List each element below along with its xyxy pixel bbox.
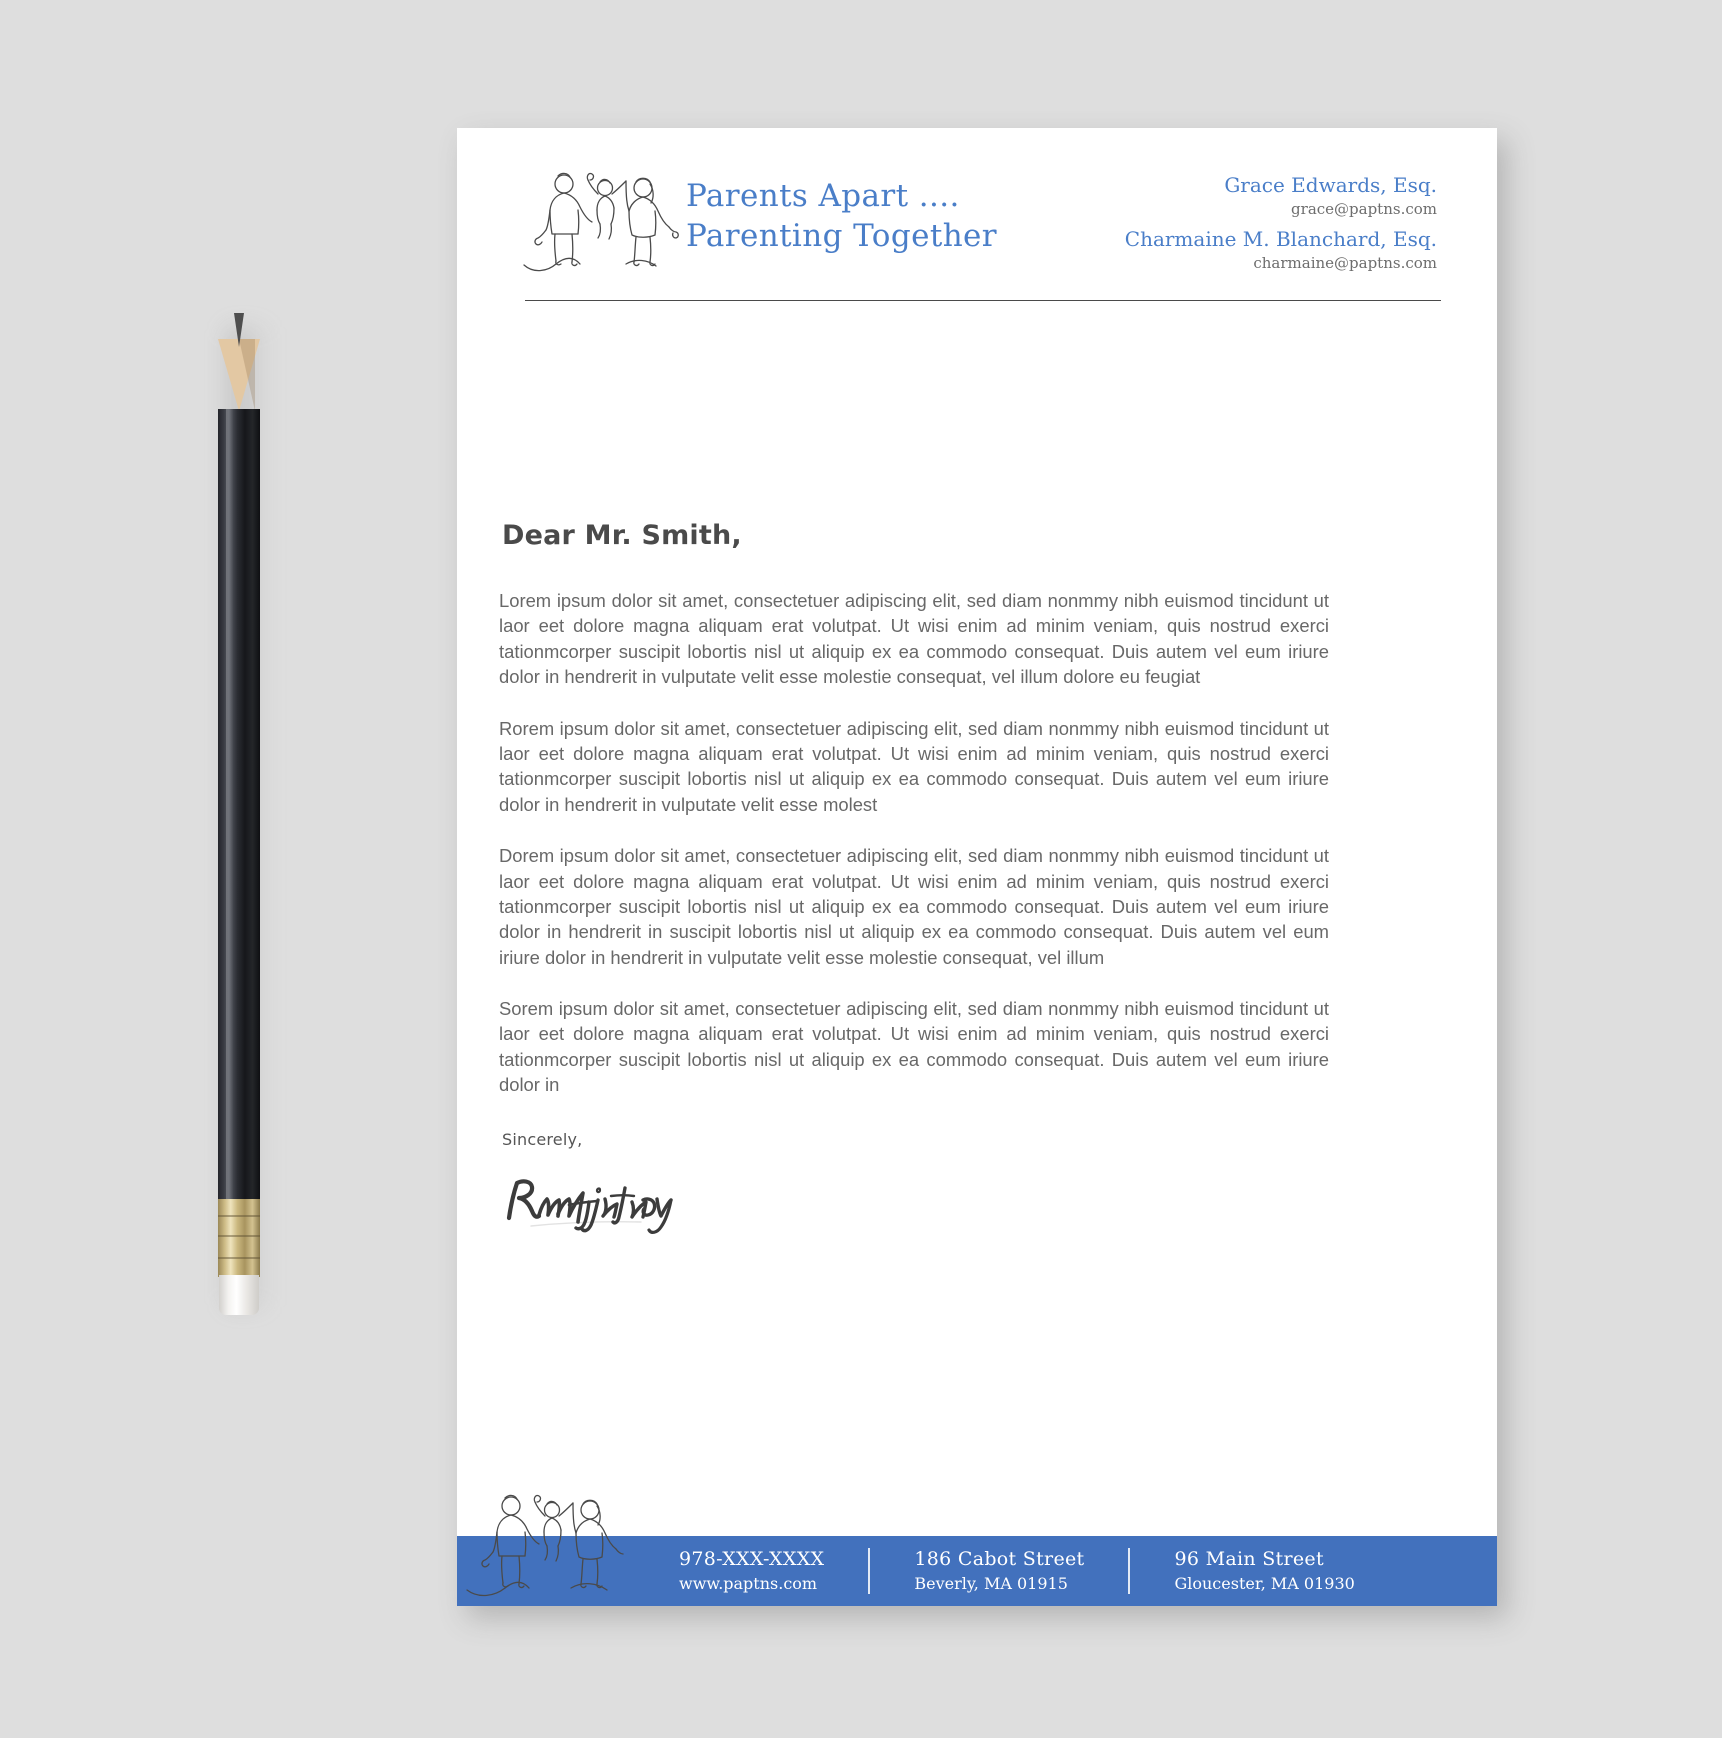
footer-website[interactable]: www.paptns.com [679,1574,818,1594]
family-line-art-icon [465,1478,625,1606]
pencil-barrel-highlight [226,409,233,1199]
footer-columns [635,1546,1399,1596]
footer-address-city: Gloucester, MA 01930 [1174,1574,1355,1594]
handwritten-signature-icon [501,1166,721,1236]
attorney-email-2[interactable]: charmaine@paptns.com [1253,253,1437,272]
brand-name-line2: Parenting Together [686,218,998,254]
footer-address-city: Beverly, MA 01915 [914,1574,1068,1594]
attorney-email-1[interactable]: grace@paptns.com [1291,200,1437,218]
pencil-ferrule [218,1199,260,1277]
body-paragraph: Rorem ipsum dolor sit amet, consectetuer adipiscing elit, sed diam nonmmy nibh euismod tincidunt ut laor eet dolore magna aliquam erat volutpat. Ut wisi enim ad minim veniam, quis nostrud exerci tationmcorper suscipit lobortis nisl ut aliquip ex ea commodo consequat. Duis autem vel eum iriure dolor in hendrerit in vulputate velit esse molest [499,717,1329,815]
salutation: Dear Mr. Smith, [502,520,742,551]
attorney-name-2: Charmaine M. Blanchard, Esq. [1124,226,1437,251]
brand-name-line1: Parents Apart .... [686,178,960,215]
footer-address-column-beverly [870,1546,1128,1596]
footer-address-street: 96 Main Street [1174,1548,1324,1571]
header-divider [525,300,1441,301]
body-paragraph: Sorem ipsum dolor sit amet, consectetuer adipiscing elit, sed diam nonmmy nibh euismod tincidunt ut laor eet dolore magna aliquam erat volutpat. Ut wisi enim ad minim veniam, quis nostrud exerci tationmcorper suscipit lobortis nisl ut aliquip ex ea commodo consequat. Duis autem vel eum iriure dolor in [499,998,1329,1096]
family-line-art-icon [522,158,682,276]
body-paragraph: Lorem ipsum dolor sit amet, consectetuer adipiscing elit, sed diam nonmmy nibh euismod tincidunt ut laor eet dolore magna aliquam erat volutpat. Ut wisi enim ad minim veniam, quis nostrud exerci tationmcorper suscipit lobortis nisl ut aliquip ex ea commodo consequat. Duis autem vel eum iriure dolor in hendrerit in vulputate velit esse molestie consequat, vel illum dolore eu feugiat [499,590,1329,688]
pencil-wood-shadow [239,339,255,411]
contact-block [1125,172,1437,279]
footer-phone[interactable]: 978-XXX-XXXX [679,1548,825,1571]
closing-text: Sincerely, [502,1130,583,1149]
pencil-prop [213,313,265,1303]
attorney-name-1: Grace Edwards, Esq. [1224,173,1437,197]
pencil-barrel [218,409,260,1199]
brand-lockup [522,158,997,276]
pencil-graphite-tip [234,313,244,347]
letter-body [499,588,1329,1124]
footer-contact-column [635,1546,868,1596]
letterhead-page [457,128,1497,1606]
body-paragraph: Dorem ipsum dolor sit amet, consectetuer adipiscing elit, sed diam nonmmy nibh euismod tincidunt ut laor eet dolore magna aliquam erat volutpat. Ut wisi enim ad minim veniam, quis nostrud exerci tationmcorper suscipit lobortis nisl ut aliquip ex ea commodo consequat. Duis autem vel eum iriure dolor in hendrerit in suscipit lobortis nisl ut aliquip ex ea commodo consequat. Duis autem vel eum iriure dolor in hendrerit in vulputate velit esse molestie consequat, vel illum [499,845,1329,968]
brand-name [686,177,997,256]
ferrule-ring [218,1215,260,1217]
ferrule-ring [218,1257,260,1259]
footer-address-street: 186 Cabot Street [914,1548,1085,1571]
ferrule-ring [218,1235,260,1237]
pencil-eraser [219,1275,259,1315]
letterhead-header [457,128,1497,318]
footer-address-column-gloucester [1130,1546,1398,1596]
